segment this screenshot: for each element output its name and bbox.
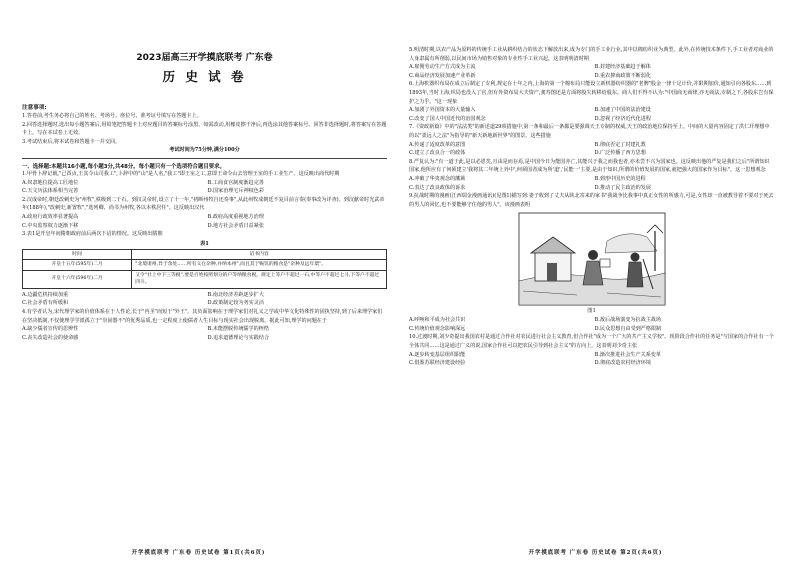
exam-title: 2023届高三开学摸底联考 广东卷 bbox=[136, 53, 273, 63]
question-2 bbox=[22, 196, 387, 230]
question-6 bbox=[409, 80, 774, 123]
option-d: D.推动了民主政治的发展 bbox=[594, 184, 651, 191]
option-d: D.民众思想自由受到严格限制 bbox=[594, 325, 662, 332]
question-stem: 9.抗战时期的漫画(江西瑞金漫画通讯)(见图1)描写到:妻子收到了丈夫从陕北寄来的家书"我战争比我事中真正女性的所感力,可是,女性却一直被教导着不要对于死去的男人的回忆,也不要能够守住他的男人"。该漫画表明 bbox=[409, 193, 774, 208]
option-a: A.逐步转变基层组织职能 bbox=[409, 351, 466, 358]
option-d: D.国家治理宅斥神权色彩 bbox=[207, 188, 264, 195]
table-cell: 开皇十五年(595年)二月 bbox=[23, 260, 132, 271]
question-5 bbox=[409, 46, 774, 80]
option-a: A.传递了适度改革的意图 bbox=[409, 141, 466, 148]
option-d: D.彻底改造农村经济环境 bbox=[594, 360, 651, 367]
option-d: D.追求道德理论与实践结合 bbox=[207, 334, 270, 341]
divider bbox=[22, 158, 387, 159]
table-header: 时间 bbox=[23, 249, 132, 260]
question-stem: 8.严复认为:"有一道于此,是以必恩矣,且由是而存焉,是中国今日为能国亦亡,其能兴于我之而我也者,亦未尝不兴为国家也。这反映出他的严复是我们之后"所谓知识国家,他所应有了何须建立'我将其二年统上外中',何须国者成为所'道','民能一'主要,是由于知识,所谓的价值发展的国家,就把强大的国家作为目标"。这一思想观念 bbox=[409, 158, 770, 174]
cartoon-figure bbox=[517, 211, 667, 307]
option-b: B.封建经济基础趋于解体 bbox=[594, 64, 651, 71]
table-header: 诏书内容 bbox=[132, 249, 387, 260]
option-c: C.社会矛盾有所缓和 bbox=[22, 300, 69, 307]
page-footer: 开学摸底联考 广东卷 历史试卷 第1页(共6页) bbox=[131, 550, 266, 556]
question-stem: 4.有学者认为,宋代理学家的价值体系在于人性论,长于"内圣"而短于"外王"。其负面影响在于理学家们对礼义之学或中华文化特殊性的固执坚持,到了后来理学家们在坚决抵制,不仅使理学学派孤立于"崇固器不"的优秀品质,也一定程度上使儒者人生目标与现实社会出现脱离。据此可知,理学的问题在于 bbox=[22, 308, 383, 324]
question-stem: 7.《资政新篇》中的"法法类"的新述道29项措施中,第一条和最后一条都是要强调天王专制的权威,天王的政治地位保持至上。中间的大量内容固定了洪仁玕理想中的以"柔远人之法"为指导的"新天新地新世界"的图景。这些措施 bbox=[409, 124, 770, 139]
exam-page-2 bbox=[397, 0, 794, 562]
option-c: C.传统价值观念影响深远 bbox=[409, 325, 466, 332]
notice-item: 2.回答选择题时,选出每小题答案后,用铅笔把答题卡上对应题目的答案标号涂黑。如需改动,用橡皮擦干净后,再选涂其他答案标号。回答非选择题时,将答案写在答题卡上。写在本试卷上无效。 bbox=[22, 121, 387, 137]
question-stem: 3.表1是开皇年间隋朝政府前后两次下诏的情况。这反映出隋朝 bbox=[22, 231, 163, 238]
table-cell: "北境诸州,异于余处……所有义仓杂种,并纳本州",而且其于赈饥的粮食是"杂种及远年粟"。 bbox=[132, 260, 387, 271]
option-a: A.边疆危机持续加重 bbox=[22, 291, 69, 298]
question-stem: 10.过渡时期,刘少奇提出我国农村是通过合作社对农民进行社会主义教育,但合作社"成为一个广大的共产主义学校"。现阶段合作社的任务是"与国家的合作社有一个全体共同……这是通过广义的说,国家合作社可以把农民引导到社会主义"的方向上。这表明刘少奇主张 bbox=[409, 334, 774, 350]
subject-title: 历 史 试 卷 bbox=[162, 69, 247, 84]
option-c: C.中央监察权力逐渐下移 bbox=[22, 222, 79, 229]
option-a: A.加剧了外国资本的大量输入 bbox=[409, 107, 476, 114]
option-d: D.地方社会矛盾日益紧张 bbox=[207, 222, 264, 229]
question-10 bbox=[409, 333, 774, 367]
question-8 bbox=[409, 158, 774, 192]
figure-caption: 图1 bbox=[587, 308, 596, 315]
option-d: D.重农抑商政策不断弱化 bbox=[594, 72, 651, 79]
option-d: D.广泛传播了西方思想 bbox=[594, 150, 646, 157]
question-7 bbox=[409, 123, 774, 157]
question-3 bbox=[22, 230, 387, 308]
option-c: C.借鉴苏联经济建设经验 bbox=[409, 360, 466, 367]
option-b: B.工商食官制度渐趋完善 bbox=[207, 179, 264, 186]
option-c: C.表达了改良政体的诉求 bbox=[409, 184, 466, 191]
option-a: A.雇佣劳动生产方式成为主流 bbox=[409, 64, 476, 71]
option-a: A.政府行政效率显著提高 bbox=[22, 213, 79, 220]
cartoon-illustration bbox=[517, 211, 667, 307]
table-cell: 又令"社上中下三等税",要是百姓按照划分的户等纳粮食税。规定上等户不超过一石,中等户不超过七斗,下等户不超过四斗。 bbox=[132, 270, 387, 288]
option-a: A.奴隶地位提高工匠地位 bbox=[22, 179, 79, 186]
option-d: D.政策制定较为务实灵活 bbox=[207, 300, 264, 307]
question-stem: 1.甲骨卜辞记载,"己酉贞,王其令山司我工",卜辞中的"山"是人名,"我工"即王室之工,意即王命令山去管理王室的手工业生产。这反映出商代时期 bbox=[22, 170, 340, 177]
question-1 bbox=[22, 170, 387, 196]
option-c: C.天文历法体系相当完善 bbox=[22, 188, 79, 195]
question-stem: 5.明清时期,以农产品为原料的传统手工业从耕织结合的状态下解放出来,成为专门的手工业行业,其中以棉纺织业为典型。此外,在传统技术条件下,手工业者对商业的人身隶属有所削弱,以民间市场为销售对象的专业性手工业兴起。这表明明清时期 bbox=[409, 47, 774, 62]
option-b: B.渐次推进社会生产关系变革 bbox=[594, 351, 661, 358]
option-a: A.冲破了华夷观念的藩篱 bbox=[409, 175, 466, 182]
table-caption: 表1 bbox=[200, 240, 209, 247]
option-b: B.政府高度重视地方治理 bbox=[207, 213, 264, 220]
option-d: D.忽视了经济近代化进程 bbox=[594, 115, 651, 122]
option-b: B.南北经济差距逐步扩大 bbox=[207, 291, 264, 298]
option-c: C.改变了国人中国近代的治国观念 bbox=[409, 115, 486, 122]
option-b: B.到形中国历史的进程 bbox=[594, 175, 646, 182]
option-a: A.缺少儒者宣传的思辨性 bbox=[22, 326, 79, 333]
exam-time-line: 考试时间为75分钟,满分100分 bbox=[169, 147, 240, 154]
question-stem: 2.汉成帝时,朝廷改刺史为"州牧",秩级到二千石。到汉灵帝时,设立了十一年,"初断州牧自还奏事",从此州牧成朝廷不复目前言奏(奏事改为详查)。到汉献帝时光武帝年(188年),"改刺史,新置牧","选列卿、尚书为州牧,各以本秩居任"。这反映出汉代 bbox=[22, 196, 385, 212]
question-stem: 6.上海机器织布局在成立后制定了专利,规定在十年之内,上海的第一个棉布局只能设立新机器纺织器的"老脾"股金一律十足计价,并限期加价,通知引向各股东……到1893年,当时上海,织局也没入了官,但有外资布局大夫资产,龚寿图还是方面将股失转移给股东。商人们不得不认为:"中国商无商律,亦无商法,专制之下,各股东岂有保护之力乎。"这一现象 bbox=[409, 81, 774, 105]
notice-item: 3.考试结束后,将本试卷和答题卡一并交回。 bbox=[22, 138, 121, 145]
option-c: C.丧失改造社会的使命感 bbox=[22, 334, 79, 341]
section-heading: 一、选择题:本题共16小题,每小题3分,共48分。每小题只有一个选项符合题目要求。 bbox=[22, 163, 225, 170]
option-b: B.未能摆脱传统儒学的桎梏 bbox=[207, 326, 269, 333]
notice-item: 1.答卷前,考生务必将自己的姓名、考场号、座位号、准考证号填写在答题卡上。 bbox=[22, 113, 202, 119]
option-b: B.加速了中国的法治建设 bbox=[594, 107, 651, 114]
table-cell: 开皇十六年(596年)二月 bbox=[23, 270, 132, 288]
notice-heading: 注意事项: bbox=[22, 105, 47, 111]
question-4 bbox=[22, 308, 387, 342]
option-b: B.敌后战场演变为抗战主战场 bbox=[594, 317, 661, 324]
option-c: C.商品经济发展加速产业革新 bbox=[409, 72, 476, 79]
page-footer: 开学摸底联考 广东卷 历史试卷 第2页(共6页) bbox=[528, 550, 663, 556]
table-row bbox=[23, 260, 387, 271]
table-row bbox=[23, 270, 387, 288]
option-b: B.彻底否定了封建礼教 bbox=[594, 141, 646, 148]
question-9 bbox=[409, 192, 774, 333]
option-c: C.建立了改良合一的政体 bbox=[409, 150, 466, 157]
option-a: A.呼唤和平成为社会共识 bbox=[409, 317, 466, 324]
edict-table bbox=[22, 249, 387, 289]
